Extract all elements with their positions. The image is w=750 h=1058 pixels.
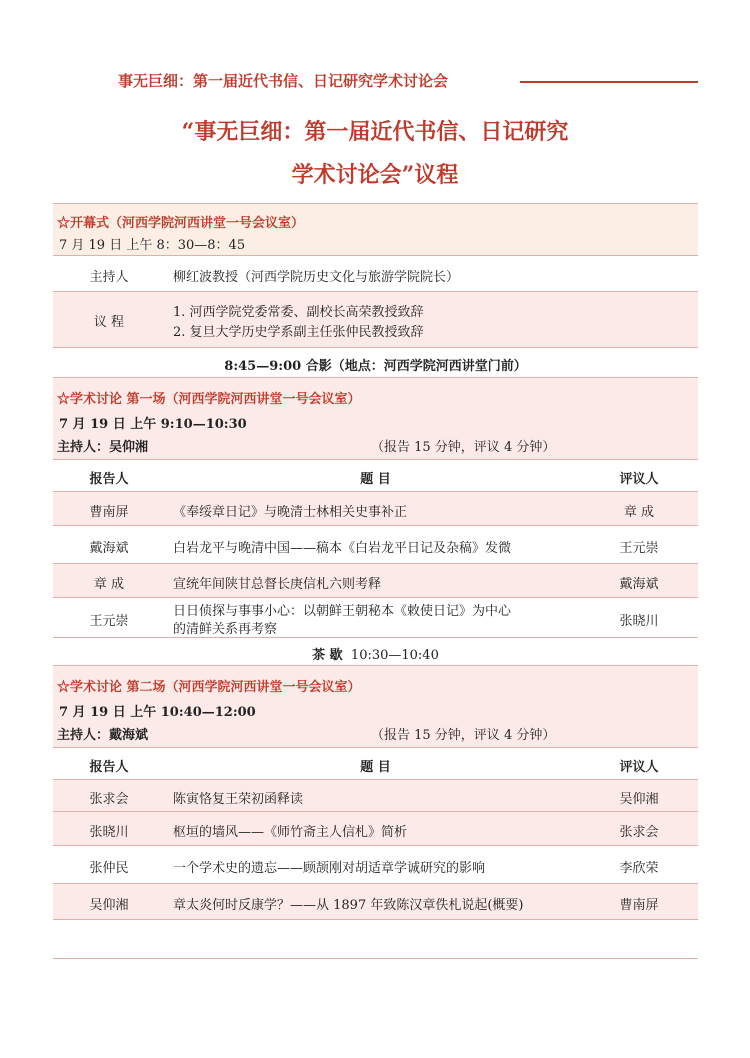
agenda-item-2: 2. 复旦大学历史学系副主任张仲民教授致辞 <box>173 325 424 340</box>
doc-title-line2: 学术讨论会”议程 <box>291 162 459 188</box>
tea-break-label: 茶 歇 <box>312 648 343 663</box>
reporter-name: 王元崇 <box>89 614 129 629</box>
table-row <box>53 884 698 920</box>
talk-topic: 宣统年间陕甘总督长庚信札六则考释 <box>173 577 382 592</box>
reviewer-name: 章 成 <box>623 505 655 520</box>
table-row <box>53 564 698 598</box>
agenda-item-1: 1. 河西学院党委常委、副校长高荣教授致辞 <box>173 305 424 320</box>
session2-host: 主持人：戴海斌 <box>57 728 149 743</box>
session1-note: （报告 15 分钟，评议 4 分钟） <box>371 440 556 455</box>
reviewer-name: 曹南屏 <box>619 898 659 913</box>
opening-time: 7 月 19 日 上午 8：30—8：45 <box>59 238 246 253</box>
session1-column-header <box>53 460 698 492</box>
reviewer-name: 吴仰湘 <box>619 792 659 807</box>
tea-break <box>53 644 698 663</box>
empty-row <box>53 920 698 959</box>
reviewer-name: 张晓川 <box>619 614 659 629</box>
session2-column-header <box>53 748 698 780</box>
reviewer-name: 戴海斌 <box>619 577 659 592</box>
session2-time: 7 月 19 日 上午 10:40—12:00 <box>59 705 256 720</box>
tea-break-time: 10:30—10:40 <box>350 648 439 663</box>
reporter-name: 戴海斌 <box>89 541 129 556</box>
agenda-table <box>53 203 698 959</box>
talk-topic: 一个学术史的遗忘——顾颉刚对胡适章学诚研究的影响 <box>173 861 486 876</box>
session1-header <box>53 378 698 460</box>
opening-host-row <box>53 256 698 292</box>
col-reporter: 报告人 <box>89 472 129 487</box>
doc-title-line1: “事无巨细：第一届近代书信、日记研究 <box>181 119 569 145</box>
running-title: 事无巨细：第一届近代书信、日记研究学术讨论会 <box>118 72 449 90</box>
opening-title: ☆开幕式（河西学院河西讲堂一号会议室） <box>57 216 305 231</box>
reporter-name: 曹南屏 <box>89 505 129 520</box>
group-photo-row <box>53 348 698 378</box>
opening-agenda-row <box>53 292 698 348</box>
tea-break-row <box>53 638 698 666</box>
reporter-name: 吴仰湘 <box>89 898 129 913</box>
agenda-label: 议 程 <box>93 315 125 330</box>
reporter-name: 张仲民 <box>89 861 129 876</box>
talk-topic: 日日侦探与事事小心：以朝鲜王朝秘本《敕使日记》为中心 <box>173 604 512 619</box>
table-row <box>53 780 698 812</box>
table-row <box>53 598 698 638</box>
session1-title: ☆学术讨论 第一场（河西学院河西讲堂一号会议室） <box>57 392 361 407</box>
reviewer-name: 张求会 <box>619 825 659 840</box>
header-rule <box>520 81 698 83</box>
table-row <box>53 846 698 884</box>
host-value: 柳红波教授（河西学院历史文化与旅游学院院长） <box>173 270 460 285</box>
col-reporter: 报告人 <box>89 760 129 775</box>
talk-topic: 枢垣的墙风——《师竹斋主人信札》简析 <box>173 825 408 840</box>
running-header <box>118 68 698 94</box>
col-topic: 题 目 <box>360 472 391 487</box>
reporter-name: 章 成 <box>93 577 125 592</box>
talk-topic: 章太炎何时反康学？——从 1897 年致陈汉章佚札说起(概要) <box>173 898 524 913</box>
table-row <box>53 492 698 526</box>
talk-topic: 陈寅恪复王荣初函释读 <box>173 792 304 807</box>
table-row <box>53 526 698 564</box>
reporter-name: 张求会 <box>89 792 129 807</box>
opening-section-header <box>53 204 698 256</box>
session2-title: ☆学术讨论 第二场（河西学院河西讲堂一号会议室） <box>57 680 361 695</box>
session1-host: 主持人：吴仰湘 <box>57 440 149 455</box>
reporter-name: 张晓川 <box>89 825 129 840</box>
reviewer-name: 王元崇 <box>619 541 659 556</box>
col-reviewer: 评议人 <box>619 760 659 775</box>
host-label: 主持人 <box>89 270 129 285</box>
group-photo-text: 8:45—9:00 合影（地点：河西学院河西讲堂门前） <box>224 359 527 374</box>
session1-time: 7 月 19 日 上午 9:10—10:30 <box>59 417 247 432</box>
talk-topic: 白岩龙平与晚清中国——稿本《白岩龙平日记及杂稿》发微 <box>173 541 512 556</box>
col-topic: 题 目 <box>360 760 391 775</box>
col-reviewer: 评议人 <box>619 472 659 487</box>
talk-topic-cont: 的清鲜关系再考察 <box>173 622 278 637</box>
table-row <box>53 812 698 846</box>
talk-topic: 《奉绥章日记》与晚清士林相关史事补正 <box>173 505 408 520</box>
reviewer-name: 李欣荣 <box>619 861 659 876</box>
session2-note: （报告 15 分钟，评议 4 分钟） <box>371 728 556 743</box>
session2-header <box>53 666 698 748</box>
